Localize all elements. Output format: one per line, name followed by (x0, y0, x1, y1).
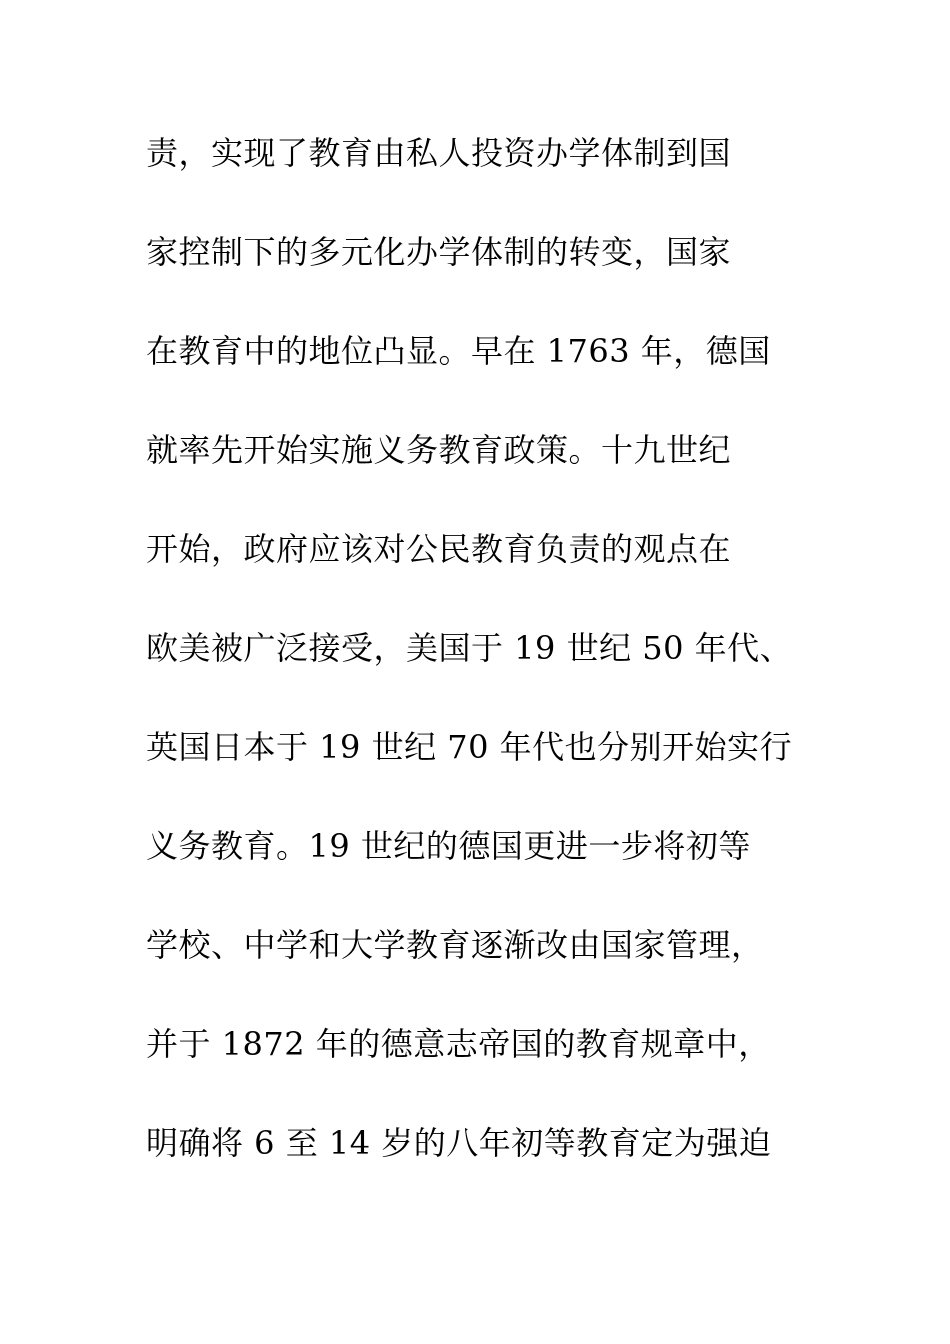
text-line: 开始，政府应该对公民教育负责的观点在 (146, 530, 732, 568)
text-line: 在教育中的地位凸显。早在 1763 年，德国 (146, 332, 771, 370)
text-line: 责，实现了教育由私人投资办学体制到国 (146, 134, 732, 172)
text-line: 就率先开始实施义务教育政策。十九世纪 (146, 431, 732, 469)
text-line: 欧美被广泛接受，美国于 19 世纪 50 年代、 (146, 629, 793, 667)
text-line: 学校、中学和大学教育逐渐改由国家管理， (146, 926, 764, 964)
text-line: 家控制下的多元化办学体制的转变，国家 (146, 233, 732, 271)
text-line: 英国日本于 19 世纪 70 年代也分别开始实行 (146, 728, 793, 766)
text-line: 明确将 6 至 14 岁的八年初等教育定为强迫 (146, 1124, 772, 1162)
text-line: 义务教育。19 世纪的德国更进一步将初等 (146, 827, 751, 865)
body-text (146, 126, 846, 1215)
text-line: 并于 1872 年的德意志帝国的教育规章中， (146, 1025, 771, 1063)
